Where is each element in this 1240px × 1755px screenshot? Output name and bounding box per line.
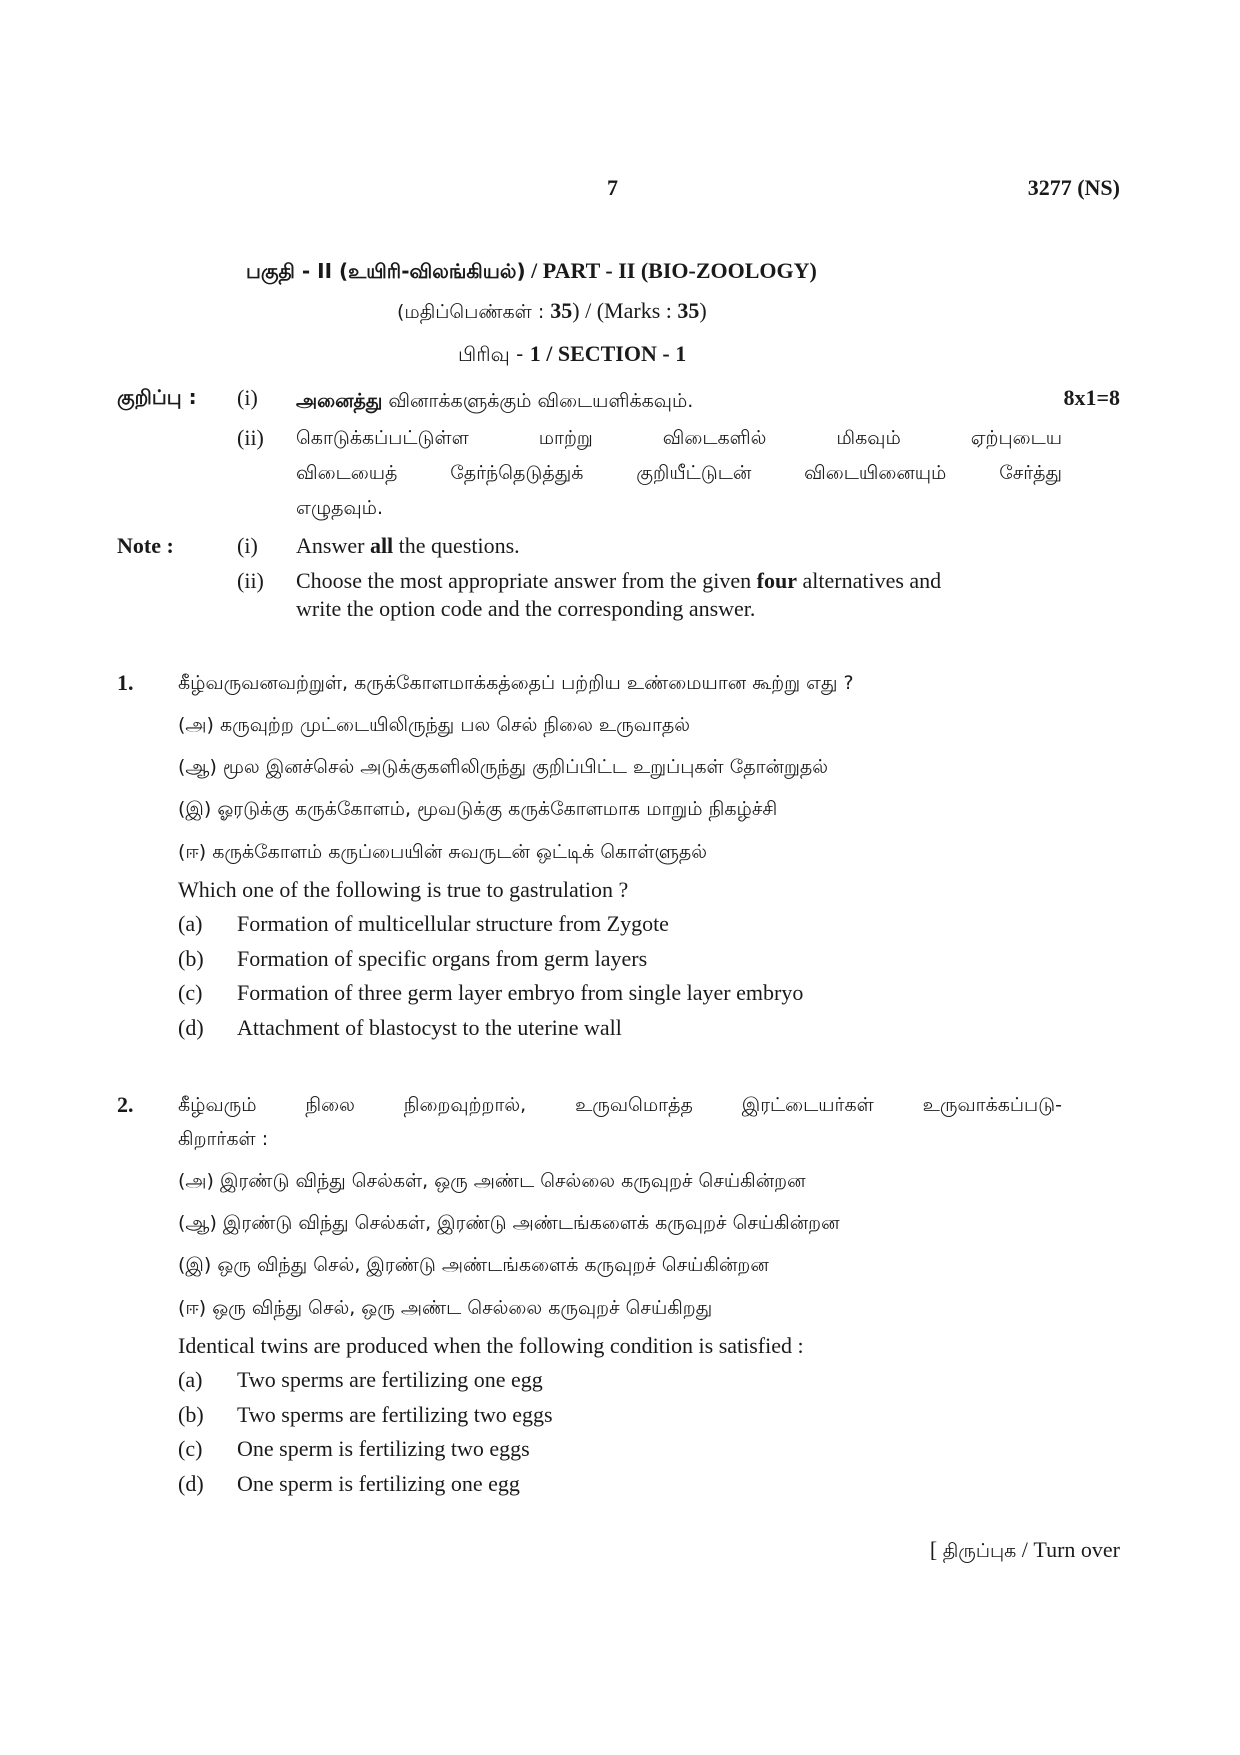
english-note-ii-line2: write the option code and the corresponding answer. [296, 596, 756, 621]
question-1-option-tamil-b: (ஆ) மூல இனச்செல் அடுக்குகளிலிருந்து குறிப்பிட்ட உறுப்புகள் தோன்றுதல் [178, 756, 828, 778]
marks-value-tamil: 35 [550, 298, 573, 323]
question-1-stem-tamil: கீழ்வருவனவற்றுள், கருக்கோளமாக்கத்தைப் பற்றிய உண்மையான கூற்று எது ? [178, 672, 854, 694]
tamil-note-ii-marker: (ii) [237, 425, 264, 450]
english-note-ii-line1 [296, 568, 941, 594]
english-note-ii-bold: four [756, 568, 797, 593]
turn-over [780, 1537, 1120, 1565]
tamil-note-i [296, 387, 693, 415]
question-1-option-tamil-c: (இ) ஓரடுக்கு கருக்கோளம், மூவடுக்கு கருக்கோளமாக மாறும் நிகழ்ச்சி [178, 798, 778, 820]
question-2-option-c-text: One sperm is fertilizing two eggs [237, 1436, 530, 1461]
question-2-option-a-text: Two sperms are fertilizing one egg [237, 1367, 543, 1392]
question-2-option-d-code: (d) [178, 1471, 204, 1496]
turn-over-bracket: [ [929, 1537, 943, 1562]
question-2-number: 2. [117, 1092, 134, 1117]
tamil-note-ii-line1: கொடுக்கப்பட்டுள்ள மாற்று விடைகளில் மிகவும் ஏற்புடைய [296, 427, 1062, 449]
english-note-i-post: the questions. [393, 533, 520, 558]
question-2-option-d-text: One sperm is fertilizing one egg [237, 1471, 520, 1496]
tamil-note-i-bold: அனைத்து [296, 390, 383, 412]
question-2-option-tamil-c: (இ) ஒரு விந்து செல், இரண்டு அண்டங்களைக் கருவுறச் செய்கின்றன [178, 1254, 769, 1276]
english-note-ii-pre: Choose the most appropriate answer from the given [296, 568, 757, 593]
english-note-i-bold: all [369, 533, 394, 558]
question-1-option-d-text: Attachment of blastocyst to the uterine wall [237, 1015, 622, 1040]
section-title [458, 341, 686, 369]
turn-over-tamil: திருப்புக [942, 1540, 1017, 1562]
question-1-option-c-text: Formation of three germ layer embryo from single layer embryo [237, 980, 804, 1005]
english-note-i-marker: (i) [237, 533, 258, 558]
question-1-option-tamil-d: (ஈ) கருக்கோளம் கருப்பையின் சுவருடன் ஒட்டிக் கொள்ளுதல் [178, 841, 708, 863]
question-1-option-tamil-a: (அ) கருவுற்ற முட்டையிலிருந்து பல செல் நிலை உருவாதல் [178, 714, 691, 736]
question-1-option-c-code: (c) [178, 980, 203, 1005]
tamil-note-i-text: வினாக்களுக்கும் விடையளிக்கவும். [382, 390, 694, 412]
english-note-label: Note : [117, 533, 174, 558]
section-title-english: 1 / SECTION - 1 [529, 341, 687, 366]
part-title-sep: / [525, 258, 543, 283]
english-note-i [296, 533, 520, 559]
marks-scheme: 8x1=8 [1063, 385, 1120, 410]
marks-label-tamil: (மதிப்பெண்கள் : [397, 301, 551, 323]
question-2-stem-tamil-line2: கிறார்கள் : [178, 1128, 269, 1150]
marks-value-english: 35 [677, 298, 700, 323]
marks-line [397, 298, 707, 326]
page-number: 7 [607, 175, 618, 200]
english-note-ii-marker: (ii) [237, 568, 264, 593]
part-title [246, 258, 817, 286]
english-note-i-pre: Answer [296, 533, 370, 558]
tamil-note-ii-line2: விடையைத் தேர்ந்தெடுத்துக் குறியீட்டுடன் விடையினையும் சேர்த்து [296, 462, 1062, 484]
question-2-option-a-code: (a) [178, 1367, 203, 1392]
marks-close: ) [699, 298, 707, 323]
english-note-ii-post: alternatives and [797, 568, 942, 593]
section-title-tamil: பிரிவு - [458, 342, 530, 366]
question-1-option-a-text: Formation of multicellular structure from Zygote [237, 911, 669, 936]
turn-over-english: / Turn over [1016, 1537, 1120, 1562]
question-2-option-b-text: Two sperms are fertilizing two eggs [237, 1402, 553, 1427]
question-1-stem-english: Which one of the following is true to gastrulation ? [178, 877, 629, 902]
question-1-option-d-code: (d) [178, 1015, 204, 1040]
question-2-option-tamil-b: (ஆ) இரண்டு விந்து செல்கள், இரண்டு அண்டங்களைக் கருவுறச் செய்கின்றன [178, 1212, 840, 1234]
question-2-option-tamil-a: (அ) இரண்டு விந்து செல்கள், ஒரு அண்ட செல்லை கருவுறச் செய்கின்றன [178, 1170, 806, 1192]
part-title-english: PART - II (BIO-ZOOLOGY) [542, 258, 817, 283]
question-2-option-b-code: (b) [178, 1402, 204, 1427]
marks-label-english: ) / (Marks : [572, 298, 678, 323]
question-2-stem-english: Identical twins are produced when the following condition is satisfied : [178, 1333, 804, 1358]
question-1-option-b-text: Formation of specific organs from germ layers [237, 946, 648, 971]
question-2-option-tamil-d: (ஈ) ஒரு விந்து செல், ஒரு அண்ட செல்லை கருவுறச் செய்கிறது [178, 1297, 713, 1319]
question-1-option-a-code: (a) [178, 911, 203, 936]
tamil-note-i-marker: (i) [237, 385, 258, 410]
paper-code: 3277 (NS) [1027, 175, 1120, 200]
tamil-note-label: குறிப்பு : [117, 385, 197, 409]
part-title-tamil: பகுதி - II (உயிரி-விலங்கியல்) [246, 259, 526, 283]
question-2-stem-tamil-line1: கீழ்வரும் நிலை நிறைவுற்றால், உருவமொத்த இரட்டையர்கள் உருவாக்கப்படு- [178, 1094, 1062, 1116]
tamil-note-ii-line3: எழுதவும். [296, 497, 384, 519]
question-1-number: 1. [117, 670, 134, 695]
question-2-option-c-code: (c) [178, 1436, 203, 1461]
question-1-option-b-code: (b) [178, 946, 204, 971]
